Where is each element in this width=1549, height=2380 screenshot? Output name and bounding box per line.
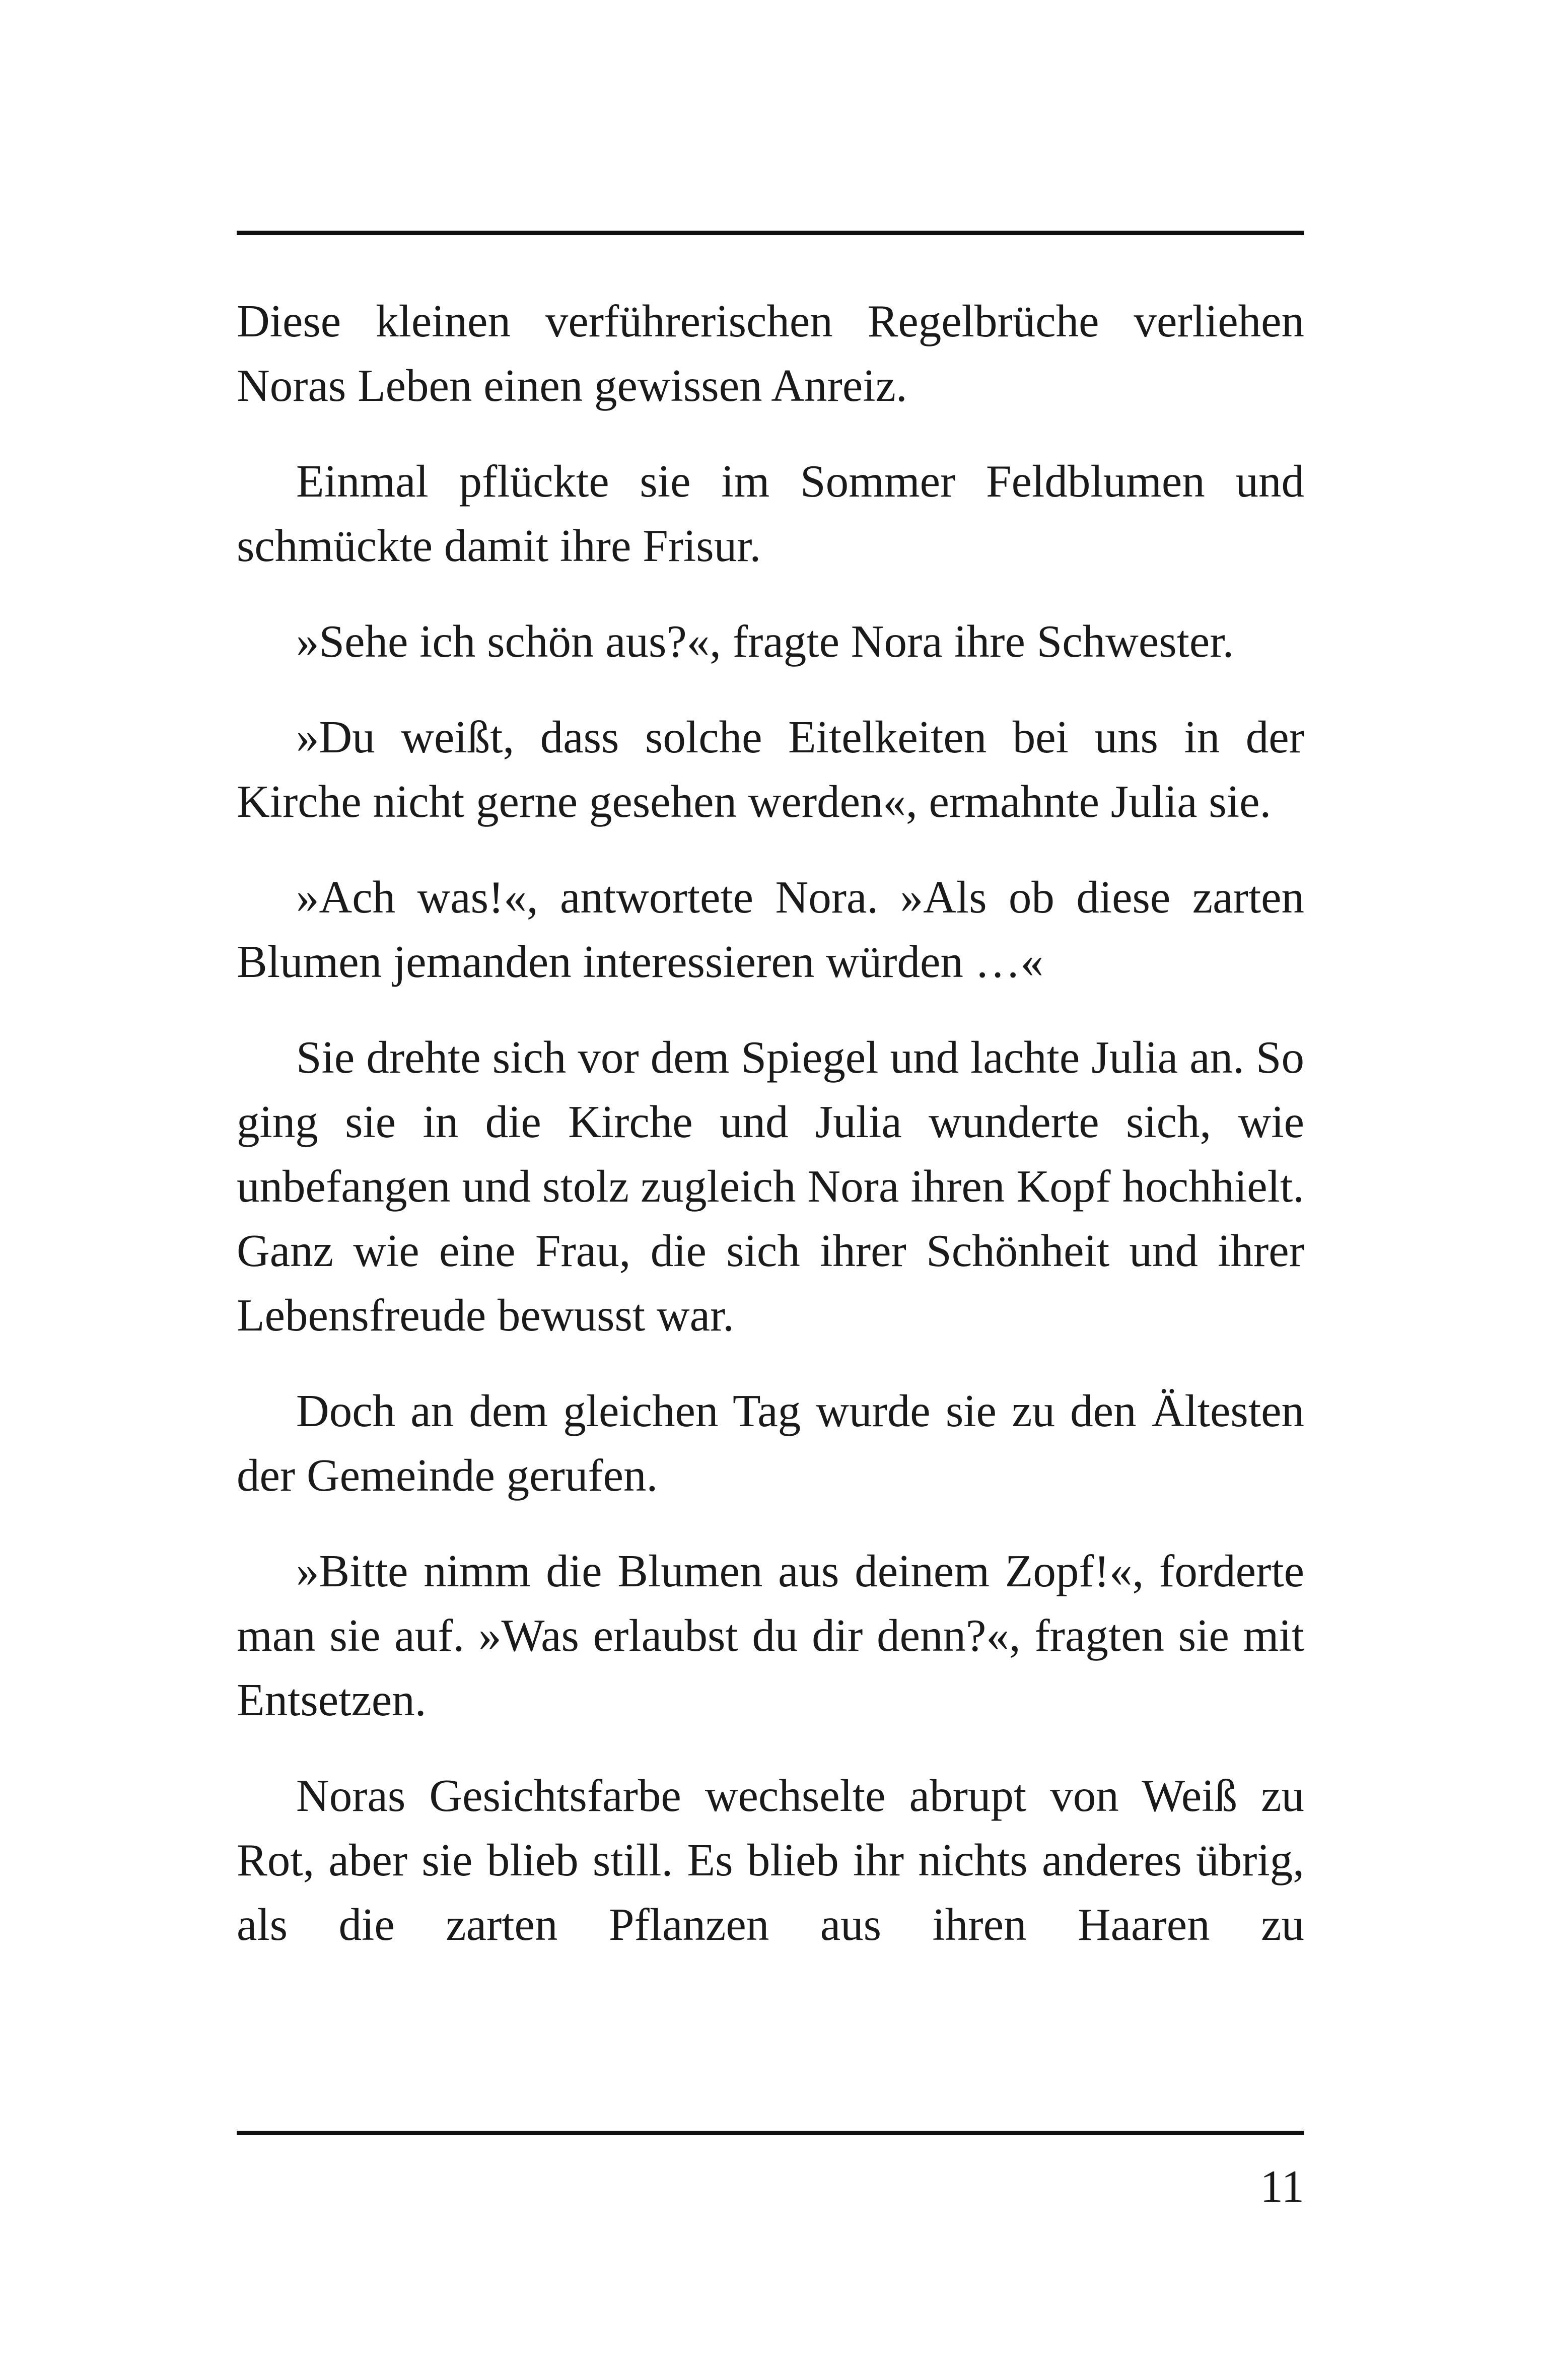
paragraph: »Ach was!«, antwortete Nora. »Als ob diese zarten Blumen jemanden interessieren würden …« <box>237 872 1304 987</box>
paragraph-continued: Noras Gesichtsfarbe wechselte abrupt von Weiß zu Rot, aber sie blieb still. Es blieb ihr nichts anderes übrig, als die zarten Pflanzen aus ihren Haaren zu <box>237 1770 1304 1950</box>
paragraph: »Bitte nimm die Blumen aus deinem Zopf!«, forderte man sie auf. »Was erlaubst du dir denn?«, fragten sie mit Entsetzen. <box>237 1546 1304 1725</box>
paragraph: Einmal pflückte sie im Sommer Feldblumen und schmückte damit ihre Frisur. <box>237 456 1304 571</box>
paragraph: Sie drehte sich vor dem Spiegel und lachte Julia an. So ging sie in die Kirche und Julia wunderte sich, wie unbefangen und stolz zugleich Nora ihren Kopf hochhielt. Ganz wie eine Frau, die sich ihrer Schönheit und ihrer Lebensfreude bewusst war. <box>237 1032 1304 1341</box>
paragraph: »Du weißt, dass solche Eitelkeiten bei uns in der Kirche nicht gerne gesehen werden«, ermahnte Julia sie. <box>237 712 1304 827</box>
page-number: 11 <box>1260 2161 1304 2212</box>
body-text <box>237 289 1304 1957</box>
paragraph: »Sehe ich schön aus?«, fragte Nora ihre Schwester. <box>296 616 1234 667</box>
paragraph: Doch an dem gleichen Tag wurde sie zu den Ältesten der Gemeinde gerufen. <box>237 1385 1304 1501</box>
paragraph: Diese kleinen verführerischen Regelbrüche verliehen Noras Leben einen gewissen Anreiz. <box>237 296 1304 411</box>
header-rule <box>237 231 1304 235</box>
footer-rule <box>237 2131 1304 2135</box>
